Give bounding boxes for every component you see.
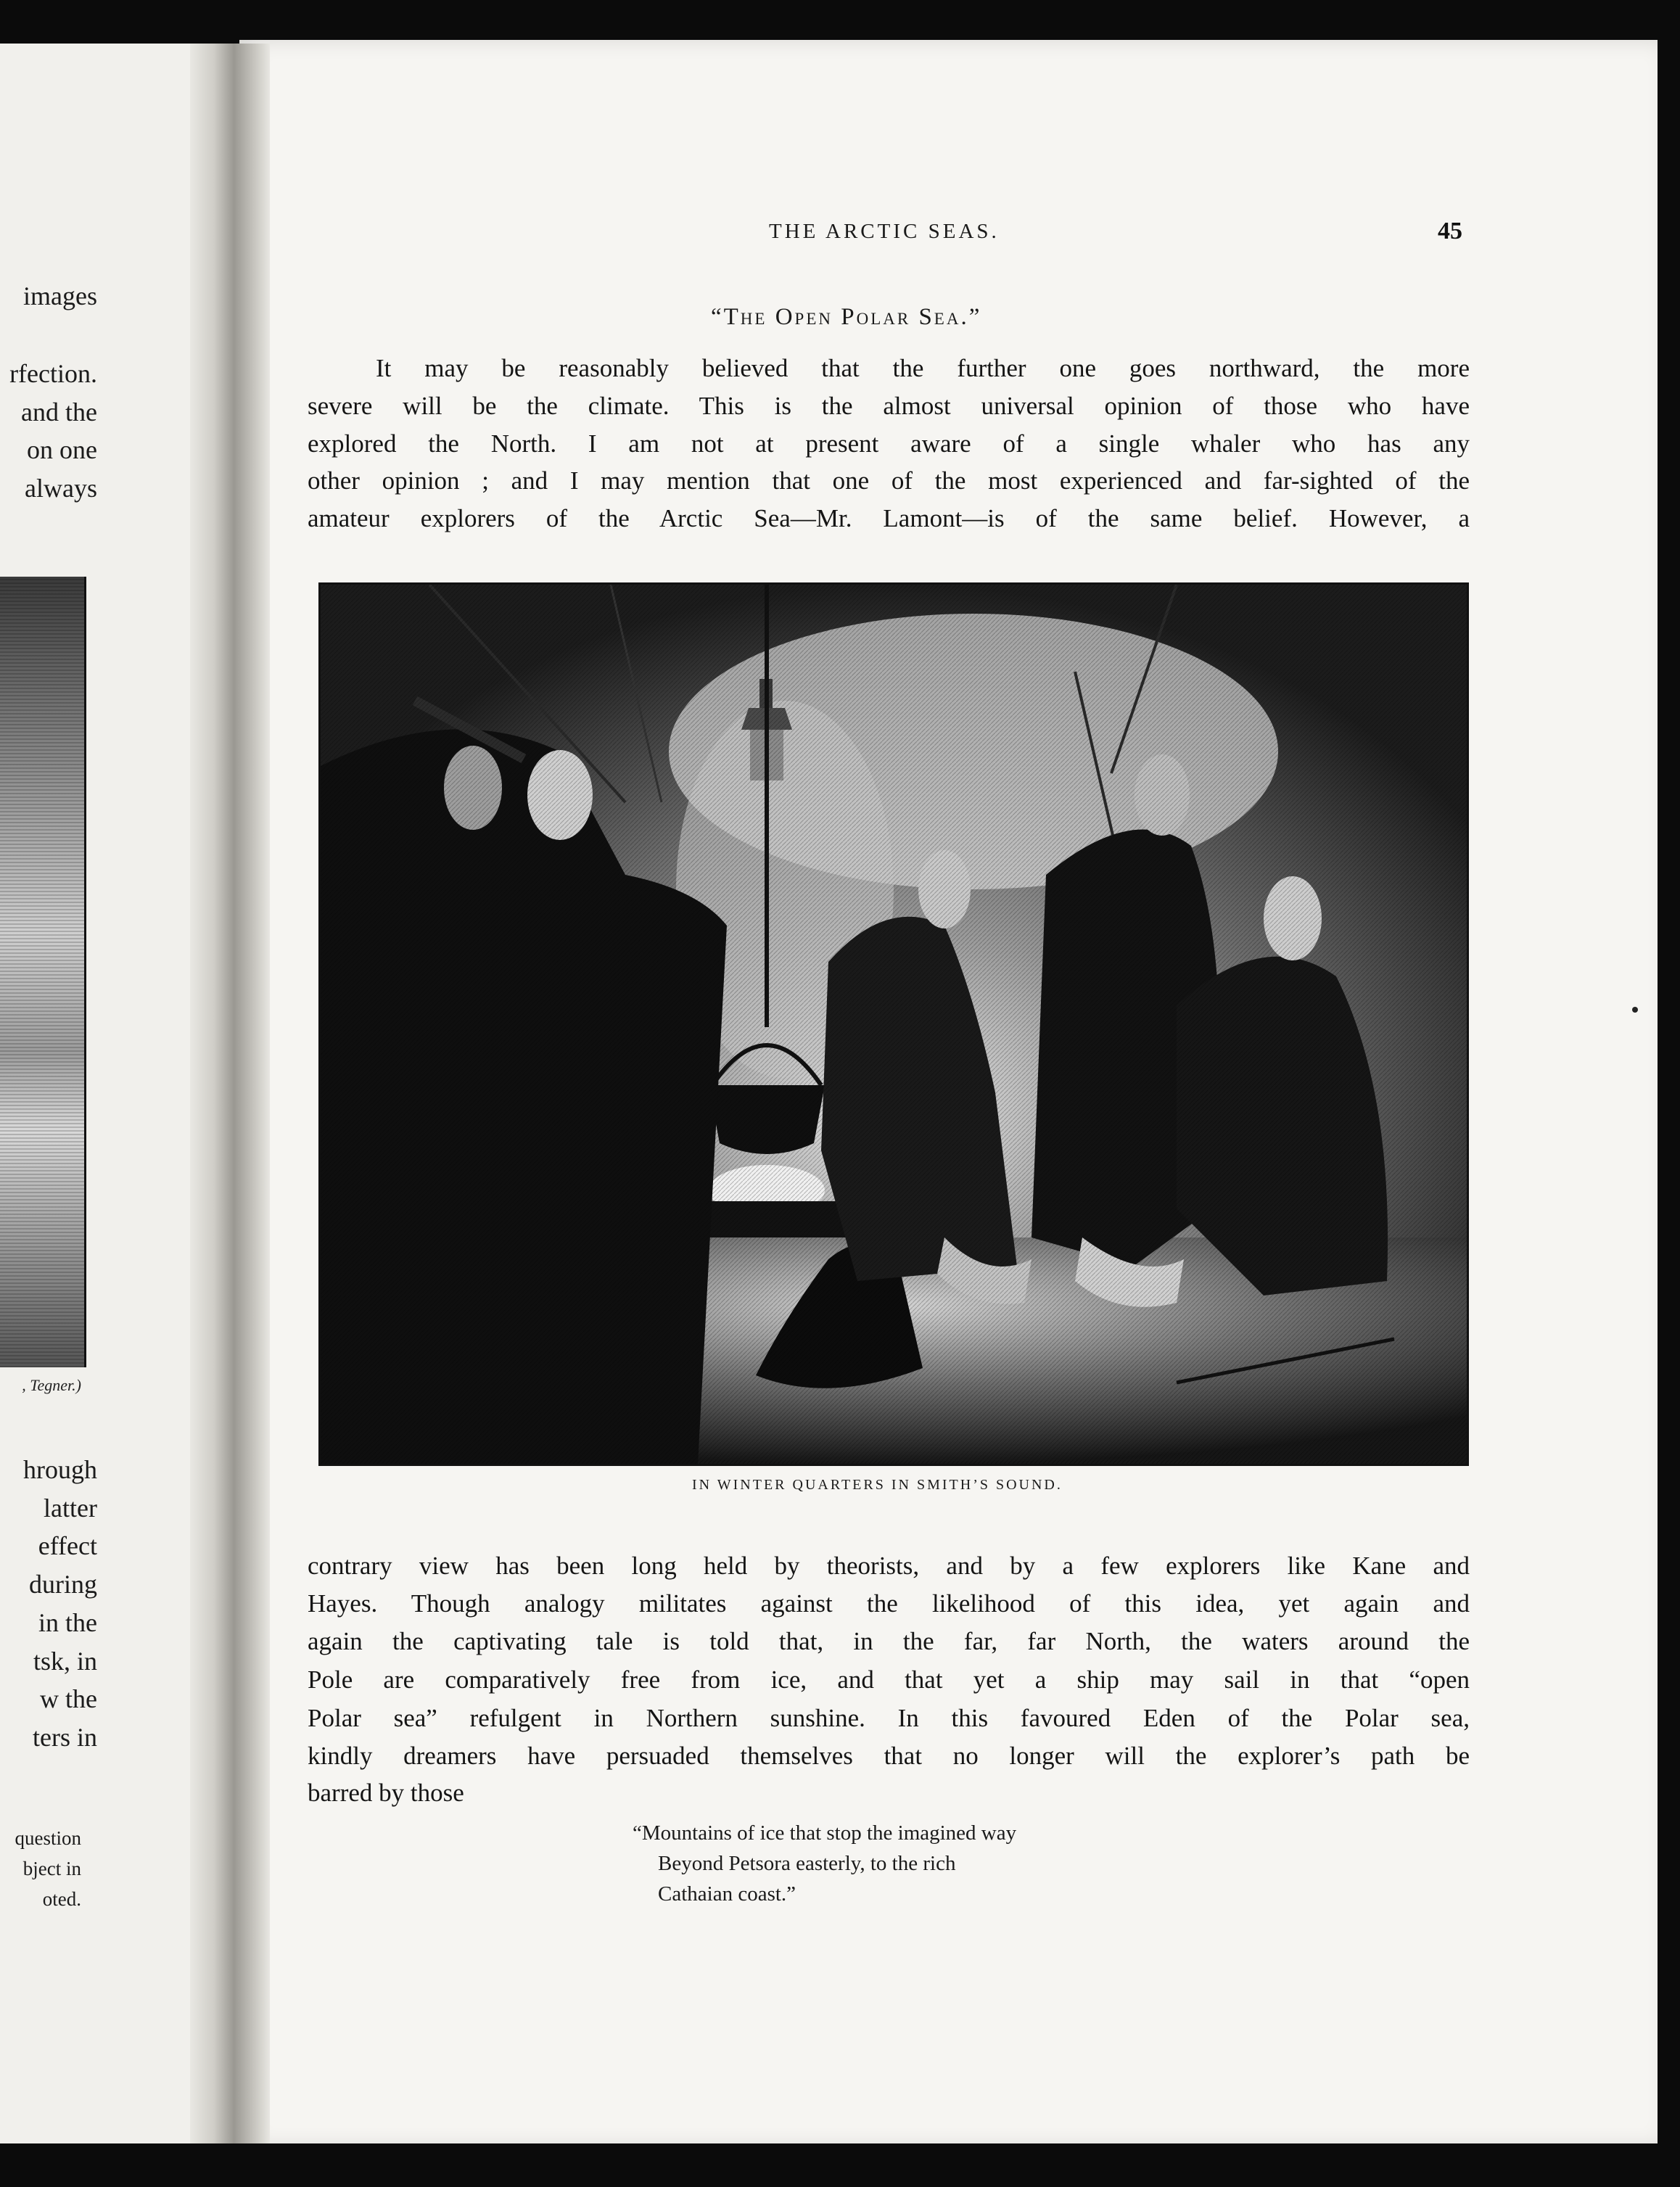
scan-speck [1632, 1007, 1638, 1013]
verse-line: Cathaian coast.” [658, 1882, 796, 1906]
left-page-line: w the [40, 1684, 97, 1713]
paragraph-line: contrary view has been long held by theorists, and by a few explorers like Kane and [308, 1552, 1470, 1580]
left-page-caption: , Tegner.) [22, 1376, 81, 1394]
paragraph-line: other opinion ; and I may mention that one of the most experienced and far-sighted of the [308, 466, 1470, 495]
left-page-line: rfection. [9, 359, 97, 388]
paragraph-line: amateur explorers of the Arctic Sea—Mr. Lamont—is of the same belief. However, a [308, 504, 1470, 532]
paragraph-line: Polar sea” refulgent in Northern sunshine. In this favoured Eden of the Polar sea, [308, 1704, 1470, 1732]
figure-caption: IN WINTER QUARTERS IN SMITH’S SOUND. [692, 1477, 1063, 1493]
left-page-line: in the [38, 1608, 97, 1637]
illustration [318, 582, 1469, 1466]
paragraph-line: Pole are comparatively free from ice, and that yet a ship may sail in that “open [308, 1665, 1470, 1694]
left-page-line: oted. [42, 1888, 81, 1910]
section-title: “The Open Polar Sea.” [711, 304, 982, 330]
verse-line: Beyond Petsora easterly, to the rich [658, 1852, 956, 1875]
winter-quarters-engraving [321, 585, 1467, 1464]
paragraph-line: kindly dreamers have persuaded themselves that no longer will the explorer’s path be [308, 1742, 1470, 1770]
left-page-engraving [0, 577, 86, 1367]
verse-line: “Mountains of ice that stop the imagined way [633, 1821, 1017, 1845]
left-page-line: during [29, 1570, 97, 1599]
paragraph-line: severe will be the climate. This is the almost universal opinion of those who have [308, 392, 1470, 420]
left-page-line: ters in [33, 1723, 97, 1752]
left-page-line: effect [38, 1531, 97, 1560]
left-page-line: on one [27, 435, 97, 464]
left-page-line: bject in [22, 1858, 81, 1879]
left-page-line: tsk, in [33, 1647, 97, 1676]
left-page-line: latter [44, 1494, 97, 1523]
left-page-line: always [25, 474, 97, 503]
paragraph-line: again the captivating tale is told that, in the far, far North, the waters around the [308, 1627, 1470, 1655]
paragraph-line: It may be reasonably believed that the further one goes northward, the more [376, 354, 1470, 382]
left-page-line: and the [21, 398, 97, 427]
left-page-line: hrough [23, 1455, 97, 1484]
left-page-line: question [15, 1827, 81, 1849]
page-number: 45 [1438, 218, 1462, 244]
running-head: THE ARCTIC SEAS. [769, 220, 1000, 243]
scan-border [0, 2143, 1680, 2187]
paragraph-line: Hayes. Though analogy militates against the likelihood of this idea, yet again and [308, 1589, 1470, 1618]
paragraph-line: barred by those [308, 1779, 464, 1807]
paragraph-line: explored the North. I am not at present aware of a single whaler who has any [308, 429, 1470, 458]
left-page-line: images [23, 281, 97, 310]
book-gutter [190, 44, 270, 2151]
